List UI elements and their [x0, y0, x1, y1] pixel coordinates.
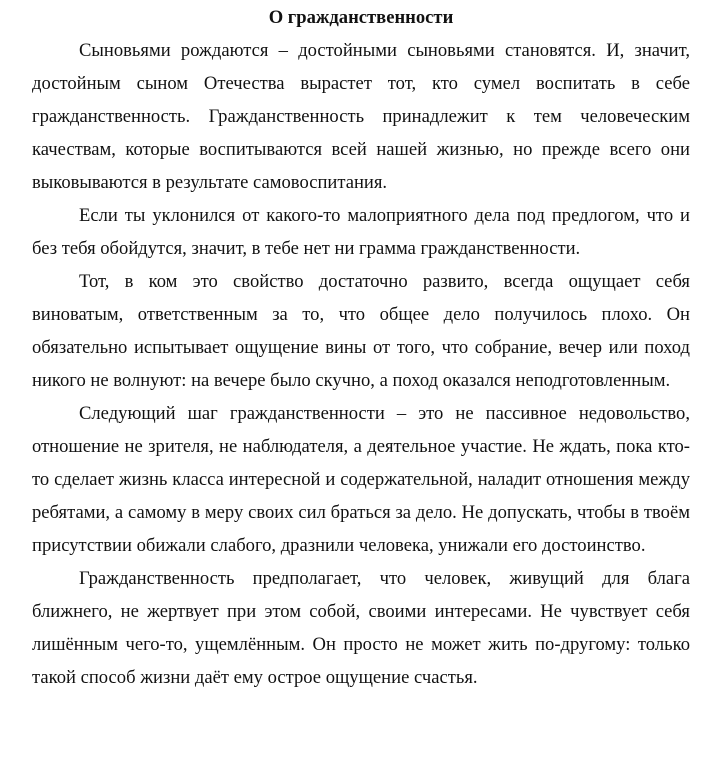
paragraph-3: Тот, в ком это свойство достаточно развито, всегда ощущает себя виноватым, ответственным за то, что общее дело получилось плохо. Он обязательно испытывает ощущение вины от того, что собрание, вечер или поход никого не волнуют: на вечере было скучно, а поход оказался неподготовленным. — [32, 271, 690, 391]
paragraph-5: Гражданственность предполагает, что человек, живущий для блага ближнего, не жертвует при этом собой, своими интересами. Не чувствует себя лишённым чего-то, ущемлённым. Он просто не может жить по-другому: только такой способ жизни даёт ему острое ощущение счастья. — [32, 568, 690, 688]
paragraph-4: Следующий шаг гражданственности – это не пассивное недовольство, отношение не зрителя, не наблюдателя, а деятельное участие. Не ждать, пока кто-то сделает жизнь класса интересной и содержательной, наладит отношения между ребятами, а самому в меру своих сил браться за дело. Не допускать, чтобы в твоём присутствии обижали слабого, дразнили человека, унижали его достоинство. — [32, 403, 690, 556]
document-page — [32, 6, 690, 694]
paragraph-2: Если ты уклонился от какого-то малоприятного дела под предлогом, что и без тебя обойдутся, значит, в тебе нет ни грамма гражданственности. — [32, 205, 690, 259]
paragraph-1: Сыновьями рождаются – достойными сыновьями становятся. И, значит, достойным сыном Отечества вырастет тот, кто сумел воспитать в себе гражданственность. Гражданственность принадлежит к тем человеческим качествам, которые воспитываются всей нашей жизнью, но прежде всего они выковываются в результате самовоспитания. — [32, 40, 690, 193]
document-title: О гражданственности — [268, 7, 454, 28]
